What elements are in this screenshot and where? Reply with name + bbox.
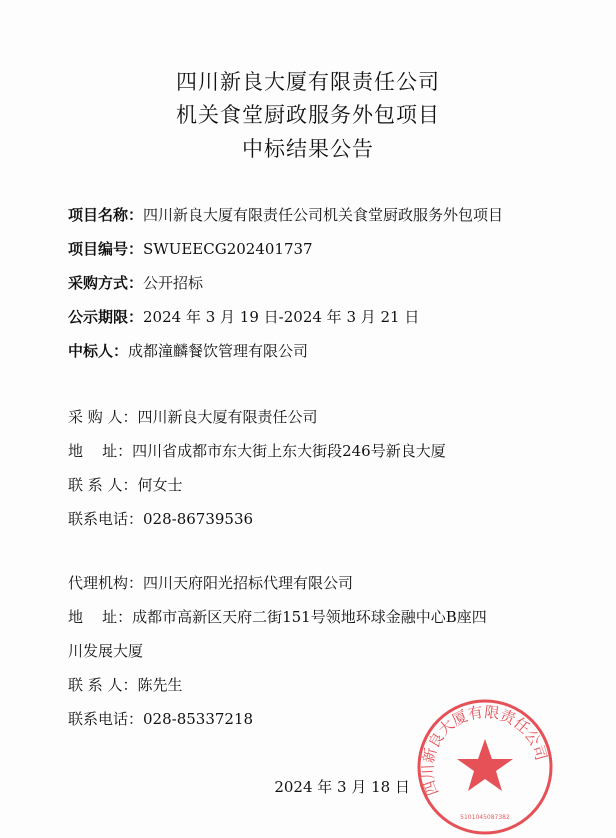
project-name <box>68 204 503 225</box>
field-label: 联系电话： <box>68 510 144 528</box>
field-value: 陈先生 <box>137 676 183 694</box>
publicity-period <box>68 306 419 327</box>
field-label: 采 购 人： <box>68 408 138 426</box>
agency-address <box>68 606 487 627</box>
field-value: 四川天府阳光招标代理有限公司 <box>143 574 354 592</box>
field-value: 四川新良大厦有限责任公司 <box>137 408 318 426</box>
field-value: 四川新良大厦有限责任公司机关食堂厨政服务外包项目 <box>143 206 504 224</box>
field-label: 联 系 人： <box>68 676 138 694</box>
purchaser <box>68 406 318 427</box>
field-label: 地 址： <box>68 442 133 460</box>
field-value: 何女士 <box>137 476 183 494</box>
title-line-1: 四川新良大厦有限责任公司 <box>176 70 440 94</box>
field-value: SWUEECG202401737 <box>143 240 313 258</box>
title-line-3: 中标结果公告 <box>242 137 374 161</box>
field-value: 成都潼麟餐饮管理有限公司 <box>128 342 309 360</box>
announcement-date: 2024 年 3 月 18 日 <box>274 778 410 796</box>
field-label: 采购方式： <box>68 274 144 292</box>
agency <box>68 572 353 593</box>
svg-text:四川新良大厦有限责任公司: 四川新良大厦有限责任公司 <box>418 702 551 798</box>
procurement-method <box>68 272 203 293</box>
field-label: 代理机构： <box>68 574 144 592</box>
field-label: 项目名称： <box>68 206 144 224</box>
purchaser-phone <box>68 508 253 529</box>
field-value: 公开招标 <box>143 274 204 292</box>
agency-phone <box>68 708 253 729</box>
star-icon <box>457 739 513 791</box>
field-value: 成都市高新区天府二街151号领地环球金融中心B座四 <box>132 608 487 626</box>
field-label: 联系电话： <box>68 710 144 728</box>
company-seal-stamp <box>415 697 555 837</box>
field-value: 川发展大厦 <box>68 642 144 660</box>
field-label: 公示期限： <box>68 308 144 326</box>
field-label: 中标人： <box>68 342 129 360</box>
field-value: 028-86739536 <box>143 510 254 528</box>
field-label: 项目编号： <box>68 240 144 258</box>
agency-address-cont <box>68 640 143 661</box>
project-number <box>68 238 313 259</box>
purchaser-address <box>68 440 446 461</box>
field-value: 028-85337218 <box>143 710 254 728</box>
title-line-2: 机关食堂厨政服务外包项目 <box>176 103 440 127</box>
agency-contact <box>68 674 183 695</box>
field-value: 四川省成都市东大街上东大街段246号新良大厦 <box>132 442 446 460</box>
purchaser-contact <box>68 474 183 495</box>
winning-bidder <box>68 340 308 361</box>
svg-text:5101045087382: 5101045087382 <box>460 814 510 821</box>
field-value: 2024 年 3 月 19 日-2024 年 3 月 21 日 <box>143 308 420 326</box>
field-label: 联 系 人： <box>68 476 138 494</box>
field-label: 地 址： <box>68 608 133 626</box>
